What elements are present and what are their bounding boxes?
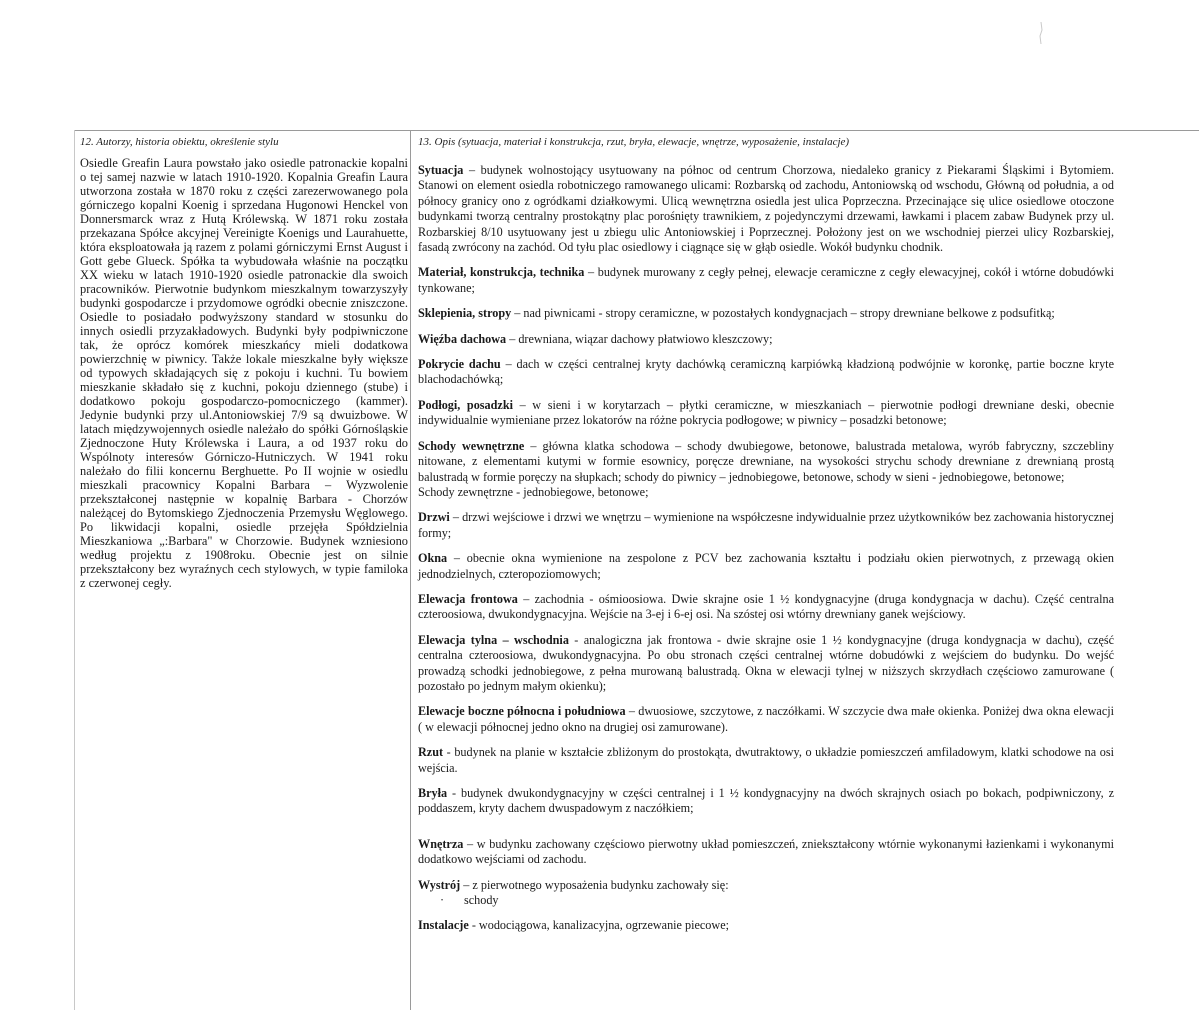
section-term: Instalacje	[418, 918, 469, 933]
section-term: Okna	[418, 551, 448, 566]
section-text: – dwuosiowe, szczytowe, z naczółkami. W szczycie dwa małe okienka. Poniżej dwa okna elewacji ( w elewacji północnej jedno okno na drugiej osi zamurowane).	[418, 704, 1114, 734]
section-material	[418, 265, 1114, 296]
section-term: Sklepienia, stropy	[418, 306, 512, 321]
section-elewacja-tylna	[418, 633, 1114, 695]
section-term: Elewacja frontowa	[418, 591, 518, 606]
section-drzwi	[418, 510, 1114, 541]
section-term: Drzwi	[418, 510, 450, 525]
section-term: Sytuacja	[418, 163, 464, 177]
section-term: Schody wewnętrzne	[418, 438, 525, 453]
section-term: Elewacja tylna – wschodnia	[418, 632, 569, 647]
scan-speck-icon	[1038, 22, 1044, 44]
section-text: – w budynku zachowany częściowo pierwotny układ pomieszczeń, zniekształcony wtórnie wykonanymi łazienkami i wykonanymi dodatkowo wejściami od zachodu.	[418, 836, 1114, 867]
section-extra: Schody zewnętrzne - jednobiegowe, betonowe;	[418, 484, 649, 499]
section-12-heading: 12. Autorzy, historia obiektu, określenie stylu	[80, 136, 279, 148]
section-wystroj	[418, 878, 1114, 909]
section-term: Wnętrza	[418, 836, 464, 851]
section-text: – drzwi wejściowe i drzwi we wnętrzu – wymienione na współczesne indywidualnie przez użytkowników bez zachowania historycznej formy;	[418, 510, 1114, 540]
bullet-item	[418, 893, 1114, 908]
table-top-border	[74, 130, 1199, 131]
section-text: - budynek dwukondygnacyjny w części centralnej i 1 ½ kondygnacyjny na dwóch skrajnych osiach po bokach, podpiwniczony, z poddaszem, kryty dachem dwuspadowym z naczółkiem;	[418, 786, 1114, 816]
section-wnetrza	[418, 837, 1114, 868]
section-okna	[418, 551, 1114, 582]
bullet-icon: ·	[440, 893, 445, 908]
section-text: – zachodnia - ośmioosiowa. Dwie skrajne osie 1 ½ kondygnacyjne (druga kondygnacja w dachu). Część centralna czteroosiowa, dwukondygnacyjna. Wejście na 3-ej i 6-ej osi. Na szóstej osi wtórny drewniany ganek wejściowy.	[418, 591, 1114, 622]
section-text: – główna klatka schodowa – schody dwubiegowe, betonowe, balustrada metalowa, wyrób fabryczny, szczebliny nitowane, z elementami kutymi w formie esownicy, poręcze drewniane, na wysokości strychu schody drewniane z drewnianą prostą balustradą w formie poręczy na słupkach; schody do piwnicy – jednobiegowe, betonowe, schody w sieni - jednobiegowe, betonowe;	[418, 438, 1114, 484]
section-sklepienia	[418, 306, 1114, 321]
section-13-heading: 13. Opis (sytuacja, materiał i konstrukcja, rzut, bryła, elewacje, wnętrze, wyposażenie, instalacje)	[418, 136, 850, 148]
section-text: – z pierwotnego wyposażenia budynku zachowały się:	[460, 877, 729, 892]
section-term: Elewacje boczne północna i południowa	[418, 704, 626, 719]
table-left-border	[74, 130, 75, 1010]
section-text: - analogiczna jak frontowa - dwie skrajne osie 1 ½ kondygnacyjne (druga kondygnacja w dachu), część centralna czteroosiowa, dwukondygnacyjna. Po obu stronach części centralnej wtórne dobudówki z wejściem do budynku. Do wejść prowadzą schodki jednobiegowe, z pełna murowaną balustradą. Okna w elewacji tylnej w niższych skrzydłach częściowo zamurowane ( pozostało po jednym małym okienku);	[418, 632, 1115, 693]
section-term: Więźba dachowa	[418, 331, 507, 346]
section-pokrycie	[418, 357, 1114, 388]
section-elewacja-frontowa	[418, 592, 1114, 623]
section-bryla	[418, 786, 1114, 817]
description-column	[418, 163, 1114, 944]
section-text: – budynek murowany z cegły pełnej, elewacje ceramiczne z cegły elewacyjnej, cokół i wtórne dobudówki tynkowane;	[418, 265, 1114, 295]
section-text: – obecnie okna wymienione na zespolone z PCV bez zachowania kształtu i podziału okien pierwotnych, z przewagą okien jednodzielnych, czteropoziomowych;	[418, 551, 1114, 581]
section-text: – budynek wolnostojący usytuowany na północ od centrum Chorzowa, niedaleko granicy z Piekarami Śląskimi i Bytomiem. Stanowi on element osiedla robotniczego ramowanego ulicami: Rozbarską od zachodu, Antoniowską od wschodu, Główną od południa, a od północy granicy ono z ogródkami działkowymi. Ulicą wewnętrzna osiedla jest ulica Poprzeczna. Przecinające się ulice osiedlowe otoczone budynkami tworzą centralny prostokątny plac porośnięty trawnikiem, z pojedynczymi drzewami, ławkami i placem zabaw Budynek przy ul. Rozbarskiej 8/10 usytuowany jest u zbiegu ulic Antoniowskiej i Poprzecznej. Położony jest on we wschodniej pierzei ulicy Rozbarskiej, fasadą zwrócony na zachód. Od tyłu plac osiedlowy i ciągnące się w głąb osiedle. Wokół budynku chodnik.	[418, 163, 1114, 255]
section-schody	[418, 439, 1114, 501]
section-text: – nad piwnicami - stropy ceramiczne, w pozostałych kondygnacjach – stropy drewniane belkowe z podsufitką;	[511, 306, 1055, 321]
section-wiezba	[418, 332, 1114, 347]
history-text: Osiedle Greafin Laura powstało jako osiedle patronackie kopalni o tej samej nazwie w latach 1910-1920. Kopalnia Greafin Laura utworzona została w 1870 roku z części zarezerwowanego pola górniczego kopalni Koenig i sprzedana Hugonowi Henckel von Donnersmarck wraz z Hutą Królewską. W 1871 roku została przekazana Spółce akcyjnej Vereinigte Koenigs und Laurahuette, która eksploatowała ją razem z polami górniczymi Ernst August i Gott gebe Glueck. Spółka ta wybudowała właśnie na początku XX wieku w latach 1910-1920 osiedle patronackie dla swoich pracowników. Pierwotnie budynkom mieszkalnym towarzyszyły budynki gospodarcze i przydomowe ogródki obecnie zniszczone. Osiedle to posiadało podwyższony standard w stosunku do innych osiedli przyzakładowych. Budynki były podpiwniczone tak, że oprócz komórek mieszkańcy mieli dodatkowa powierzchnię w piwnicy. Także lokale mieszkalne były większe od typowych składających się z pokoju i kuchni. Tu bowiem mieszkanie składało się z kuchni, pokoju dziennego (stube) i dodatkowo pokoju gospodarczo-pomocniczego (kammer). Jedynie budynki przy ul.Antoniowskiej 7/9 są dwuizbowe. W latach międzywojennych osiedle należało do spółki Górnośląskie Zjednoczone Huty Królewska i Laura, a od 1937 roku do Wspólnoty interesów Górniczo-Hutniczych. W 1941 roku należało do filii koncernu Berghuette. Po II wojnie w osiedlu mieszkali pracownicy Kopalni Barbara – Wyzwolenie przekształconej następnie w kopalnię Barbara - Chorzów należącej do Bytomskiego Zjednoczenia Przemysłu Węglowego. Po likwidacji kopalni, osiedle przejęła Spółdzielnia Mieszkaniowa „:Barbara" w Chorzowie. Budynek wzniesiono według projektu z 1908roku. Obecnie jest on silnie przekształcony bez wyraźnych cech stylowych, w typie familoka z czerwonej cegły.	[80, 156, 408, 590]
section-term: Pokrycie dachu	[418, 357, 501, 372]
section-text: – dach w części centralnej kryty dachówką ceramiczną karpiówką kładzioną podwójnie w koronkę, partie boczne kryte blachodachówką;	[418, 357, 1114, 387]
section-text: – drewniana, wiązar dachowy płatwiowo kleszczowy;	[506, 331, 773, 346]
section-term: Materiał, konstrukcja, technika	[418, 265, 585, 280]
section-term: Rzut	[418, 745, 444, 760]
section-rzut	[418, 745, 1114, 776]
section-elewacje-boczne	[418, 704, 1114, 735]
section-instalacje	[418, 918, 1114, 933]
section-sytuacja	[418, 163, 1114, 255]
section-text: – w sieni i w korytarzach – płytki ceramiczne, w mieszkaniach – pierwotnie podłogi drewniane deski, obecnie indywidualnie wymieniane przez lokatorów na różne pokrycia podłogowe; w piwnicy – posadzki betonowe;	[418, 397, 1114, 428]
section-text: - wodociągowa, kanalizacyjna, ogrzewanie piecowe;	[468, 918, 729, 933]
section-term: Podłogi, posadzki	[418, 397, 513, 412]
section-text: - budynek na planie w kształcie zbliżonym do prostokąta, dwutraktowy, o układzie pomieszczeń amfiladowym, klatki schodowe na osi wejścia.	[418, 745, 1114, 775]
bullet-text: schody	[464, 893, 499, 908]
section-term: Bryła	[418, 786, 448, 800]
section-podlogi	[418, 398, 1114, 429]
section-term: Wystrój	[418, 877, 461, 892]
column-divider	[410, 130, 411, 1010]
